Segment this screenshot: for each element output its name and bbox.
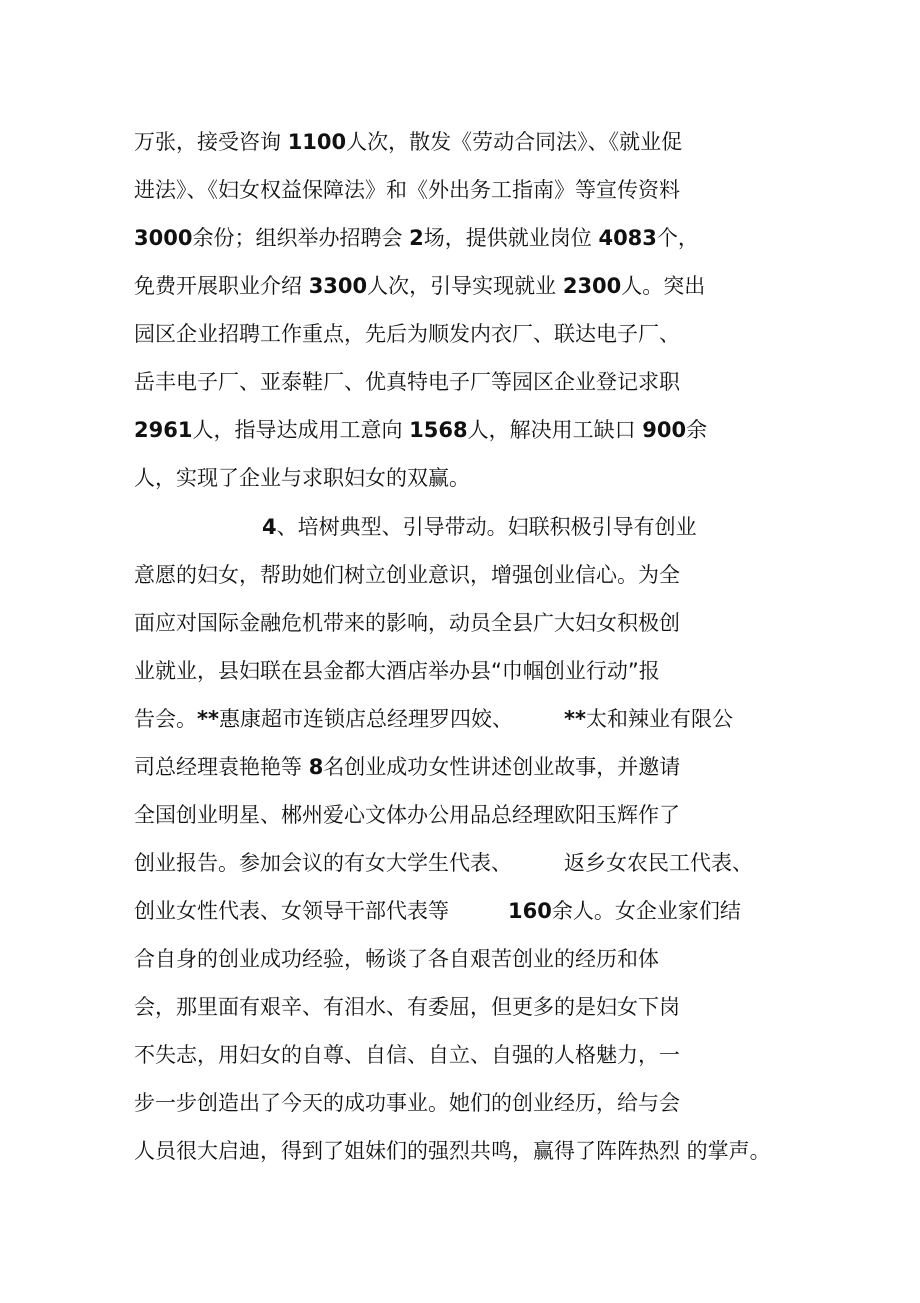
paragraph-line: 不失志，用妇女的自尊、自信、自立、自强的人格魅力，一 (134, 1043, 680, 1067)
section-heading-line: 4、培树典型、引导带动。妇联积极引导有创业 (262, 515, 697, 539)
paragraph-line: 业就业，县妇联在县金都大酒店举办县“巾帼创业行动”报 (134, 659, 660, 683)
paragraph-line-part: 创业报告。参加会议的有女大学生代表、 (134, 851, 512, 875)
paragraph-line-part: 160余人。女企业家们结 (508, 899, 741, 923)
paragraph-line: 全国创业明星、郴州爱心文体办公用品总经理欧阳玉辉作了 (134, 803, 680, 827)
paragraph-line: 步一步创造出了今天的成功事业。她们的创业经历，给与会 (134, 1091, 680, 1115)
paragraph-line: 司总经理袁艳艳等 8名创业成功女性讲述创业故事，并邀请 (134, 755, 681, 779)
paragraph-line: 面应对国际金融危机带来的影响，动员全县广大妇女积极创 (134, 611, 680, 635)
paragraph-line: 人，实现了企业与求职妇女的双赢。 (134, 466, 470, 490)
paragraph-line: 意愿的妇女，帮助她们树立创业意识，增强创业信心。为全 (134, 563, 680, 587)
paragraph-line: 万张，接受咨询 1100人次，散发《劳动合同法》、《就业促 (134, 130, 683, 154)
paragraph-line: 岳丰电子厂、亚泰鞋厂、优真特电子厂等园区企业登记求职 (134, 370, 680, 394)
paragraph-line-part: **太和辣业有限公 (564, 707, 733, 731)
paragraph-line-part: 返乡女农民工代表、 (564, 851, 753, 875)
paragraph-line: 3000余份；组织举办招聘会 2场，提供就业岗位 4083个， (134, 226, 699, 250)
paragraph-line: 免费开展职业介绍 3300人次，引导实现就业 2300人。突出 (134, 274, 706, 298)
paragraph-line: 合自身的创业成功经验，畅谈了各自艰苦创业的经历和体 (134, 947, 659, 971)
paragraph-line: 人员很大启迪，得到了姐妹们的强烈共鸣，赢得了阵阵热烈 的掌声。 (134, 1139, 771, 1163)
paragraph-line-part: 告会。**惠康超市连锁店总经理罗四姣、 (134, 707, 513, 731)
paragraph-line: 会，那里面有艰辛、有泪水、有委屈，但更多的是妇女下岗 (134, 995, 680, 1019)
paragraph-line: 进法》、《妇女权益保障法》和《外出务工指南》等宣传资料 (134, 178, 680, 202)
paragraph-line: 园区企业招聘工作重点，先后为顺发内衣厂、联达电子厂、 (134, 322, 680, 346)
paragraph-line-part: 创业女性代表、女领导干部代表等 (134, 899, 449, 923)
paragraph-line: 2961人，指导达成用工意向 1568人，解决用工缺口 900余 (134, 418, 708, 442)
